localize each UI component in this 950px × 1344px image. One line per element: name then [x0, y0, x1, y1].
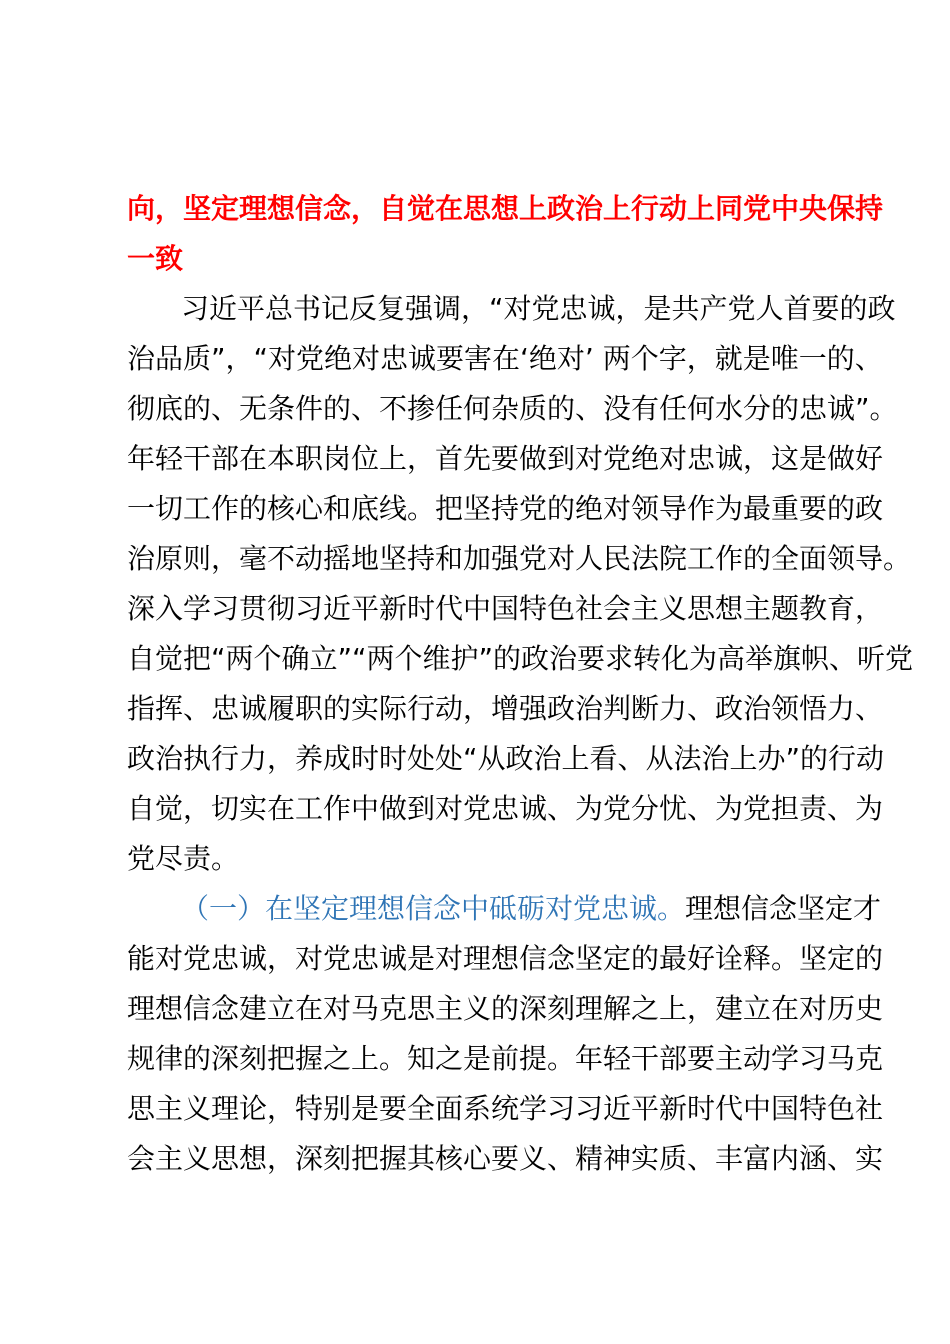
paragraph-line: 治品质”，“对党绝对忠诚要害在‘绝对’ 两个字，就是唯一的、 [127, 342, 883, 375]
section-heading [127, 184, 884, 284]
paragraph-line: 政治执行力，养成时时处处“从政治上看、从法治上办”的行动 [127, 742, 885, 775]
paragraph-loyalty [127, 284, 914, 884]
paragraph-line: 彻底的、无条件的、不掺任何杂质的、没有任何水分的忠诚”。 [127, 392, 898, 425]
paragraph-text: 理想信念坚定才 [685, 892, 882, 925]
paragraph-line: 能对党忠诚，对党忠诚是对理想信念坚定的最好诠释。坚定的 [127, 942, 884, 975]
paragraph-line: 规律的深刻把握之上。知之是前提。年轻干部要主动学习马克 [127, 1042, 884, 1075]
paragraph-ideals [127, 884, 884, 1184]
subsection-heading: （一）在坚定理想信念中砥砺对党忠诚。 [181, 892, 686, 925]
paragraph-line: 自觉把“两个确立”“两个维护”的政治要求转化为高举旗帜、听党 [127, 642, 914, 675]
paragraph-line: 理想信念建立在对马克思主义的深刻理解之上，建立在对历史 [127, 992, 884, 1025]
heading-line: 一致 [127, 242, 184, 275]
paragraph-line: 深入学习贯彻习近平新时代中国特色社会主义思想主题教育， [127, 592, 884, 625]
paragraph-line: 思主义理论，特别是要全面系统学习习近平新时代中国特色社 [127, 1092, 884, 1125]
paragraph-line: 年轻干部在本职岗位上，首先要做到对党绝对忠诚，这是做好 [127, 442, 884, 475]
paragraph-line: 治原则，毫不动摇地坚持和加强党对人民法院工作的全面领导。 [127, 542, 912, 575]
heading-line: 向，坚定理想信念，自觉在思想上政治上行动上同党中央保持 [127, 192, 884, 225]
paragraph-line: 习近平总书记反复强调，“对党忠诚，是共产党人首要的政 [181, 292, 896, 325]
paragraph-line: 指挥、忠诚履职的实际行动，增强政治判断力、政治领悟力、 [127, 692, 884, 725]
paragraph-line: 党尽责。 [127, 842, 240, 875]
document-body [127, 184, 914, 1184]
paragraph-line: 自觉，切实在工作中做到对党忠诚、为党分忧、为党担责、为 [127, 792, 884, 825]
paragraph-line: 会主义思想，深刻把握其核心要义、精神实质、丰富内涵、实 [127, 1142, 884, 1175]
paragraph-first-line [127, 884, 882, 934]
paragraph-line: 一切工作的核心和底线。把坚持党的绝对领导作为最重要的政 [127, 492, 884, 525]
